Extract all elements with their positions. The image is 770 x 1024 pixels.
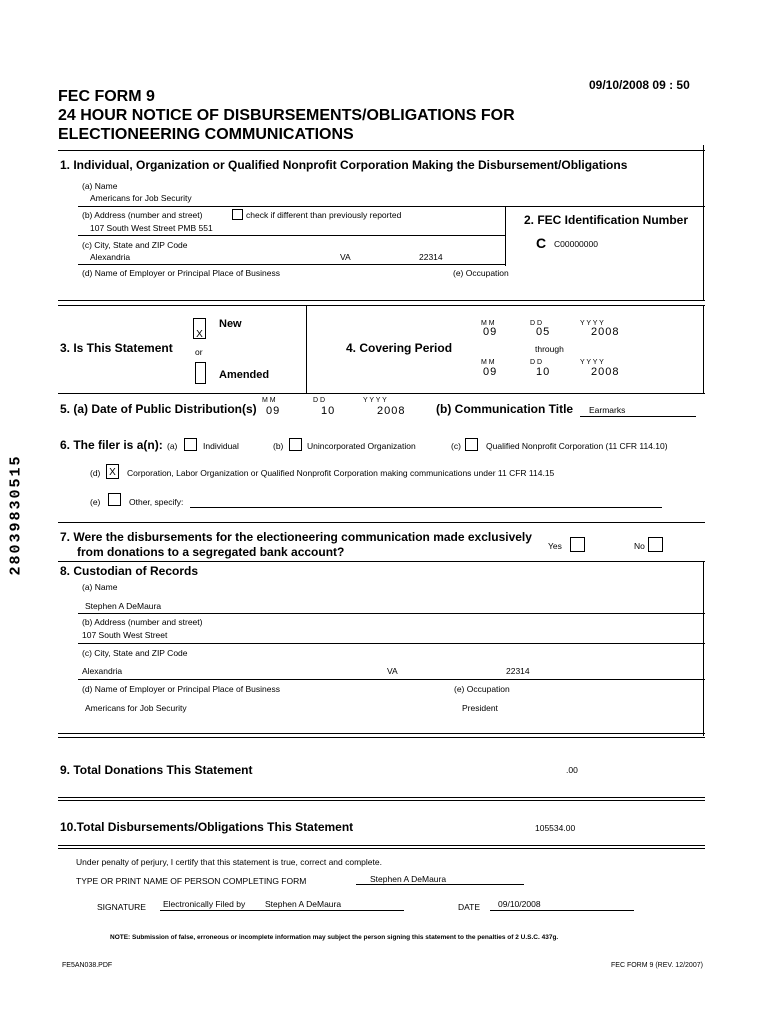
section7-line1: 7. Were the disbursements for the electioneering communication made exclusively [60, 530, 532, 544]
type-name-label: TYPE OR PRINT NAME OF PERSON COMPLETING FORM [76, 876, 307, 886]
s1-zip-value: 22314 [419, 252, 443, 262]
dist-mm-hint: M M [262, 397, 276, 404]
no-label: No [634, 541, 645, 551]
s8-city-label: (c) City, State and ZIP Code [82, 648, 188, 658]
filer-qualified-nonprofit-checkbox[interactable] [465, 438, 478, 451]
s8-zip-value: 22314 [506, 666, 530, 676]
filer-individual-text: Individual [203, 441, 239, 451]
from-dd-hint: D D [530, 320, 543, 327]
segregated-yes-checkbox[interactable] [570, 537, 585, 552]
to-dd-hint: D D [530, 359, 543, 366]
date-value: 09/10/2008 [498, 899, 541, 909]
dist-day: 10 [321, 405, 336, 417]
section10-heading: 10.Total Disbursements/Obligations This Statement [60, 820, 354, 834]
s1-name-label: (a) Name [82, 181, 118, 191]
s8-name-label: (a) Name [82, 582, 118, 592]
dist-yyyy-hint: Y Y Y Y [363, 397, 387, 404]
from-day: 05 [536, 326, 551, 338]
filer-other-text: Other, specify: [129, 497, 184, 507]
s8-name-value: Stephen A DeMaura [85, 601, 162, 611]
section4-heading: 4. Covering Period [346, 341, 453, 355]
section9-heading: 9. Total Donations This Statement [60, 763, 253, 777]
from-mm-hint: M M [481, 320, 495, 327]
filer-unincorporated-checkbox[interactable] [289, 438, 302, 451]
s1-address-label: (b) Address (number and street) [82, 210, 203, 220]
dist-year: 2008 [377, 405, 406, 417]
filer-b-label: (b) [273, 441, 284, 451]
filer-c-label: (c) [451, 441, 461, 451]
section3-heading: 3. Is This Statement [60, 341, 173, 355]
new-checkbox[interactable]: X [193, 318, 206, 339]
section8-heading: 8. Custodian of Records [60, 564, 199, 578]
comm-title-value: Earmarks [589, 405, 626, 415]
section7-line2: from donations to a segregated bank account? [77, 545, 345, 559]
date-label: DATE [458, 902, 481, 912]
s8-state-value: VA [387, 666, 398, 676]
total-disbursements-value: 105534.00 [535, 823, 576, 833]
s8-address-value: 107 South West Street [82, 630, 168, 640]
filer-e-label: (e) [90, 497, 101, 507]
s8-employer-label: (d) Name of Employer or Principal Place of Business [82, 684, 280, 694]
to-day: 10 [536, 366, 551, 378]
filer-individual-checkbox[interactable] [184, 438, 197, 451]
filer-unincorporated-text: Unincorporated Organization [307, 441, 416, 451]
filer-d-label: (d) [90, 468, 101, 478]
s8-occupation-value: President [462, 703, 498, 713]
signature-value: Electronically Filed by [163, 899, 246, 909]
to-month: 09 [483, 366, 498, 378]
s1-employer-label: (d) Name of Employer or Principal Place of Business [82, 268, 280, 278]
footer-filename: FE5AN038.PDF [62, 962, 113, 969]
to-yyyy-hint: Y Y Y Y [580, 359, 604, 366]
segregated-no-checkbox[interactable] [648, 537, 663, 552]
filer-corporation-checkbox[interactable]: X [106, 464, 119, 479]
s8-address-label: (b) Address (number and street) [82, 617, 203, 627]
from-month: 09 [483, 326, 498, 338]
s1-name-value: Americans for Job Security [90, 193, 192, 203]
side-barcode-number: 28039830515 [7, 454, 25, 576]
fec-id-value: C00000000 [554, 239, 598, 249]
from-year: 2008 [591, 326, 620, 338]
amended-checkbox[interactable] [195, 362, 206, 384]
through-label: through [535, 344, 564, 354]
s8-employer-value: Americans for Job Security [85, 703, 187, 713]
filer-other-input[interactable] [190, 507, 662, 508]
s1-address-change-checkbox[interactable] [232, 209, 243, 220]
type-name-value: Stephen A DeMaura [370, 874, 447, 884]
or-label: or [195, 347, 203, 357]
signature-label: SIGNATURE [97, 902, 146, 912]
section6-heading: 6. The filer is a(n): [60, 438, 163, 452]
s8-city-value: Alexandria [82, 666, 123, 676]
yes-label: Yes [548, 541, 562, 551]
s1-city-value: Alexandria [90, 252, 131, 262]
new-label: New [219, 318, 242, 330]
to-mm-hint: M M [481, 359, 495, 366]
signature-name: Stephen A DeMaura [265, 899, 342, 909]
s1-occupation-label: (e) Occupation [453, 268, 509, 278]
s1-state-value: VA [340, 252, 351, 262]
s1-city-label: (c) City, State and ZIP Code [82, 240, 188, 250]
timestamp: 09/10/2008 09 : 50 [589, 78, 690, 92]
form-title-line3: ELECTIONEERING COMMUNICATIONS [58, 126, 354, 143]
form-title-line2: 24 HOUR NOTICE OF DISBURSEMENTS/OBLIGATIONS FOR [58, 107, 515, 124]
to-year: 2008 [591, 366, 620, 378]
s1-address-check-label: check if different than previously reported [246, 210, 402, 220]
amended-label: Amended [219, 369, 270, 381]
s1-address-value: 107 South West Street PMB 551 [90, 223, 213, 233]
from-yyyy-hint: Y Y Y Y [580, 320, 604, 327]
section1-heading: 1. Individual, Organization or Qualified Nonprofit Corporation Making the Disbursement/Obligations [60, 158, 628, 172]
filer-qualified-nonprofit-text: Qualified Nonprofit Corporation (11 CFR 114.10) [486, 441, 668, 451]
section2-heading: 2. FEC Identification Number [524, 213, 689, 227]
dist-month: 09 [266, 405, 281, 417]
filer-other-checkbox[interactable] [108, 493, 121, 506]
s8-occupation-label: (e) Occupation [454, 684, 510, 694]
fec-id-prefix: C [536, 235, 547, 251]
footer-form-revision: FEC FORM 9 (REV. 12/2007) [611, 962, 703, 969]
certification-text: Under penalty of perjury, I certify that this statement is true, correct and complete. [76, 857, 382, 867]
dist-dd-hint: D D [313, 397, 326, 404]
form-title-line1: FEC FORM 9 [58, 88, 155, 105]
total-donations-value: .00 [566, 765, 578, 775]
filer-corporation-text: Corporation, Labor Organization or Qualified Nonprofit Corporation making communications under 11 CFR 114.15 [127, 468, 555, 478]
filer-a-label: (a) [167, 441, 178, 451]
penalty-note: NOTE: Submission of false, erroneous or incomplete information may subject the person signing this statement to the penalties of 2 U.S.C. 437g. [110, 934, 559, 941]
comm-title-label: (b) Communication Title [436, 402, 574, 416]
section5-heading: 5. (a) Date of Public Distribution(s) [60, 402, 257, 416]
